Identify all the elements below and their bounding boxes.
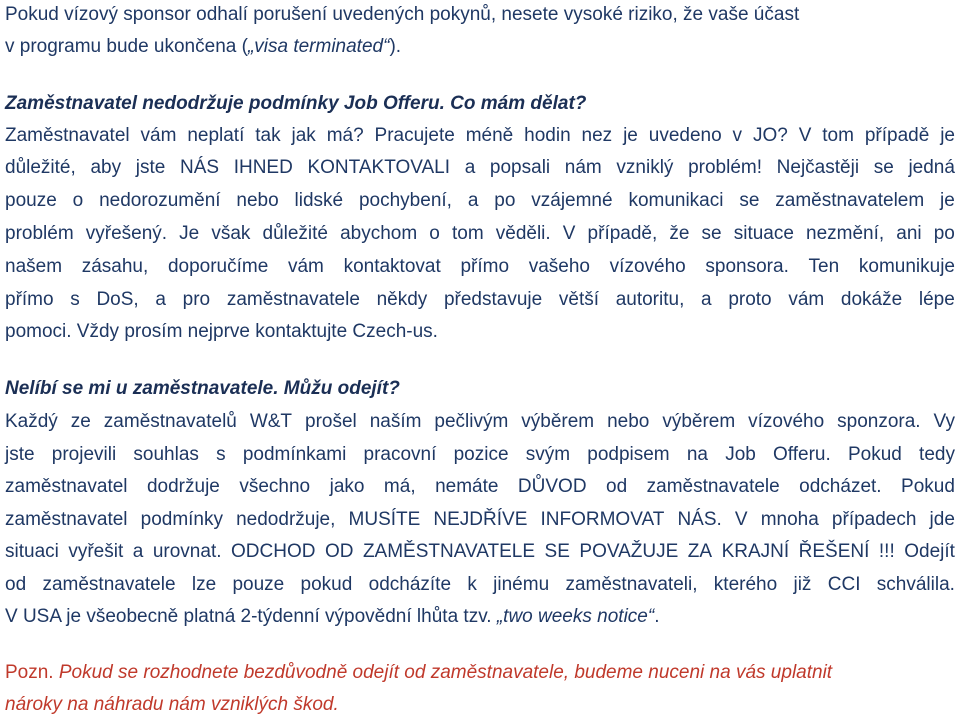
section1-line-2-text-word: IHNED (233, 157, 293, 178)
section2-line-1-text-word: nebo (607, 411, 650, 432)
section1-line-5-text-word: vašeho (528, 256, 590, 277)
visa-terminated-quote: „visa terminated“ (247, 36, 390, 57)
section2-line-4-text-word: zaměstnavatel (5, 509, 128, 530)
section1-line-4-text-word: však (211, 223, 251, 244)
section1-line-5-text-word: komunikuje (858, 256, 955, 277)
section1-line-4-text-word: problém (5, 223, 74, 244)
section2-line-2-text-word: souhlas (133, 444, 199, 465)
section2-line-4-text-word: nedodržuje, (236, 509, 336, 530)
section2-line-3-text-word: DŮVOD (517, 476, 587, 497)
section1-line-3-text-word: vzájemné (531, 190, 613, 211)
section2-line-2-text-word: Pokud (847, 444, 902, 465)
section1-line-1-text-word: má? (326, 125, 364, 146)
section1-line-4 (5, 222, 955, 246)
section2-line-3-text-word: od (606, 476, 628, 497)
section1-line-5-text-word: Ten (808, 256, 840, 277)
section1-line-2-text-word: důležité, (5, 157, 76, 178)
section2-line-6-text-word: zaměstnavateli, (565, 574, 698, 595)
section2-line-4-text-word: NÁS. (677, 509, 722, 530)
section1-line-1-text-word: JO? (752, 125, 788, 146)
section2-line-5-text-word: urovnat. (152, 541, 222, 562)
section2-line-3-text-word: odcházet. (799, 476, 882, 497)
section2-line-1-text-word: naším (369, 411, 422, 432)
section1-line-4-text-word: se (701, 223, 722, 244)
section2-line-4-text-word: případech (831, 509, 917, 530)
section1-heading: Zaměstnavatel nedodržuje podmínky Job Offeru. Co mám dělat? (5, 93, 587, 114)
section2-line-4-text-word: NEJDŘÍVE (433, 509, 528, 530)
section1-line-6 (5, 288, 955, 312)
section2-line-6-text-word: CCI (827, 574, 861, 595)
section2-line-4-text-word: jde (929, 509, 955, 530)
section2-line-5-text-word: Odejít (904, 541, 955, 562)
section2-line-5-text-word: ZAMĚSTNAVATELE (362, 541, 536, 562)
section1-line-3-text-word: se (739, 190, 760, 211)
section1-line-6-text-word: DoS, (96, 289, 139, 310)
section1-line-4-text-word: o (429, 223, 440, 244)
section2-line-7-end: . (654, 606, 660, 627)
section2-line-5-text-word: POVAŽUJE (579, 541, 679, 562)
section2-line-6-text-word: již (793, 574, 812, 595)
section1-line-4-text-word: tom (451, 223, 484, 244)
section2-line-6-text-word: zaměstnavatele (42, 574, 176, 595)
section2-line-3-text-word: dodržuje (146, 476, 220, 497)
note-text: Pokud se rozhodnete bezdůvodně odejít od zaměstnavatele, budeme nuceni na vás uplatnit (53, 662, 833, 683)
section1-line-5-text-word: přímo (460, 256, 510, 277)
section2-heading: Nelíbí se mi u zaměstnavatele. Můžu odejít? (5, 378, 400, 399)
section1-line-4-text-word: že (669, 223, 690, 244)
section1-line-6-text-word: a (701, 289, 712, 310)
section1-line-5 (5, 255, 955, 279)
section2-line-5-text-word: vyřešit (68, 541, 124, 562)
section1-line-3-text-word: pochybení, (358, 190, 452, 211)
section2-line-1-text-word: W&T (249, 411, 293, 432)
note-line-2: nároky na náhradu nám vzniklých škod. (5, 694, 339, 715)
section1-line-2-text-word: se (873, 157, 894, 178)
section1-line-5-text-word: našem (5, 256, 63, 277)
section2-line-4-text-word: V (734, 509, 748, 530)
section1-line-1 (5, 124, 955, 148)
section1-line-4-text-word: po (933, 223, 955, 244)
section1-line-6-text-word: autoritu, (615, 289, 685, 310)
section1-line-4-text-word: situace (733, 223, 794, 244)
section2-line-2-text-word: jste (5, 444, 35, 465)
section1-line-1-text-word: neplatí (187, 125, 245, 146)
section2-line-3-text-word: Pokud (901, 476, 955, 497)
section1-line-5-text-word: kontaktovat (343, 256, 441, 277)
section1-line-6-text-word: dokáže (840, 289, 903, 310)
section1-line-2-text-word: aby (90, 157, 122, 178)
section1-line-4-text-word: V (562, 223, 576, 244)
section2-line-7-text: V USA je všeobecně platná 2-týdenní výpovědní lhůta tzv. (5, 606, 497, 627)
section2-line-5-text-word: a (132, 541, 144, 562)
section1-line-3-text-word: o (72, 190, 84, 211)
section2-line-6 (5, 573, 955, 597)
section2-line-2-text-word: pracovní (363, 444, 437, 465)
section1-line-6-text-word: a (155, 289, 166, 310)
section1-line-1-text-word: méně (465, 125, 514, 146)
section1-line-3-text-word: pouze (5, 190, 57, 211)
section1-line-2-text-word: nám (564, 157, 602, 178)
section2-line-7 (5, 605, 659, 629)
section2-line-6-text-word: jinému (493, 574, 550, 595)
intro-line-2 (5, 35, 401, 59)
section2-line-2-text-word: s (216, 444, 226, 465)
section2-line-2-text-word: Offeru. (773, 444, 831, 465)
intro-line-1: Pokud vízový sponsor odhalí porušení uvedených pokynů, nesete vysoké riziko, že vaše účast (5, 4, 800, 25)
section1-line-1-text-word: nez (581, 125, 613, 146)
section2-line-3 (5, 475, 955, 499)
section1-line-5-text-word: vám (287, 256, 324, 277)
section2-line-5-text-word: KRAJNÍ (721, 541, 790, 562)
section2-line-5-text-word: !!! (878, 541, 895, 562)
section2-line-5-text-word: ZA (687, 541, 713, 562)
section1-line-7: pomoci. Vždy prosím nejprve kontaktujte Czech-us. (5, 321, 438, 342)
section1-line-2 (5, 156, 955, 180)
section1-line-2-text-word: NÁS (179, 157, 220, 178)
section1-line-2-text-word: problém! (688, 157, 763, 178)
section1-line-4-text-word: Je (179, 223, 200, 244)
section1-line-1-text-word: vám (140, 125, 177, 146)
section1-line-5-text-word: doporučíme (167, 256, 269, 277)
section1-line-6-text-word: zaměstnavatele (226, 289, 360, 310)
section1-line-3-text-word: komunikaci (628, 190, 724, 211)
section1-line-5-text-word: zásahu, (81, 256, 149, 277)
section1-line-5-text-word: vízového (609, 256, 686, 277)
section1-line-1-text-word: tak (255, 125, 281, 146)
section2-line-4-text-word: mnoha (760, 509, 819, 530)
section2-line-2-text-word: svým (525, 444, 571, 465)
section2-line-6-text-word: schválila. (876, 574, 955, 595)
section2-line-6-text-word: kterého (713, 574, 778, 595)
intro-text-a: v programu bude ukončena ( (5, 36, 248, 57)
section1-line-6-text-word: někdy (376, 289, 428, 310)
section1-line-6-text-word: proto (728, 289, 772, 310)
section2-line-3-text-word: nemáte (435, 476, 499, 497)
section1-line-6-text-word: s (70, 289, 80, 310)
section2-line-6-text-word: k (467, 574, 477, 595)
section1-line-1-text-word: Zaměstnavatel (5, 125, 130, 146)
section1-line-1-text-word: v (732, 125, 743, 146)
section1-line-4-text-word: věděli. (495, 223, 551, 244)
section2-line-6-text-word: od (5, 574, 27, 595)
section1-line-1-text-word: Pracujete (374, 125, 455, 146)
section1-line-3-text-word: nebo (236, 190, 279, 211)
section1-line-2-text-word: a (464, 157, 476, 178)
section2-line-4-text-word: podmínky (140, 509, 223, 530)
section2-line-4-text-word: MUSÍTE (348, 509, 421, 530)
section2-line-2-text-word: pozice (453, 444, 509, 465)
section1-line-4-text-word: nezmění, (806, 223, 885, 244)
section2-line-1-text-word: vízového (748, 411, 825, 432)
section2-line-6-text-word: odcházíte (368, 574, 452, 595)
section1-line-3-text-word: lidské (294, 190, 344, 211)
section1-line-1-text-word: V (798, 125, 812, 146)
section1-line-4-text-word: důležité (262, 223, 328, 244)
section2-line-4-text-word: INFORMOVAT (540, 509, 665, 530)
section2-line-6-text-word: pokud (300, 574, 353, 595)
section1-line-1-text-word: případě (864, 125, 930, 146)
section1-line-6-text-word: větší (558, 289, 600, 310)
section1-line-3-text-word: nedorozumění (99, 190, 221, 211)
section1-line-2-text-word: jedná (908, 157, 955, 178)
section1-line-4-text-word: vyřešený. (85, 223, 168, 244)
section2-line-1-text-word: Vy (933, 411, 955, 432)
section1-line-4-text-word: případě, (587, 223, 658, 244)
intro-text-c: ). (389, 36, 402, 57)
section1-line-3-text-word: je (940, 190, 955, 211)
section2-line-1-text-word: prošel (305, 411, 357, 432)
section2-line-6-text-word: lze (191, 574, 217, 595)
section1-line-1-text-word: je (940, 125, 955, 146)
section2-line-5-text-word: SE (544, 541, 570, 562)
section2-line-1 (5, 410, 955, 434)
section1-line-3-text-word: po (494, 190, 516, 211)
section1-line-6-text-word: představuje (443, 289, 543, 310)
section1-line-3-text-word: zaměstnavatelem (775, 190, 925, 211)
section2-line-1-text-word: ze (70, 411, 91, 432)
two-weeks-notice-quote: „two weeks notice“ (496, 606, 655, 627)
section1-line-2-text-word: KONTAKTOVALI (307, 157, 451, 178)
section2-line-1-text-word: výběrem (662, 411, 736, 432)
section2-line-2 (5, 443, 955, 467)
section1-line-1-text-word: jak (291, 125, 316, 146)
section1-line-4-text-word: abychom (340, 223, 418, 244)
section2-line-2-text-word: podmínkami (242, 444, 347, 465)
section1-line-6-text-word: přímo (5, 289, 54, 310)
section1-line-1-text-word: hodin (524, 125, 571, 146)
section1-line-1-text-word: tom (822, 125, 854, 146)
section2-line-5-text-word: situaci (5, 541, 59, 562)
section2-line-2-text-word: na (686, 444, 708, 465)
section1-line-6-text-word: pro (182, 289, 211, 310)
section2-line-1-text-word: sponzora. (837, 411, 921, 432)
section2-line-1-text-word: zaměstnavatelů (103, 411, 237, 432)
section1-line-2-text-word: vzniklý (616, 157, 674, 178)
section1-line-1-text-word: uvedeno (648, 125, 722, 146)
section1-line-6-text-word: vám (788, 289, 825, 310)
section2-line-3-text-word: jako (329, 476, 365, 497)
section2-line-2-text-word: tedy (919, 444, 955, 465)
section2-line-3-text-word: má, (383, 476, 416, 497)
section2-line-5-text-word: OD (324, 541, 354, 562)
section2-line-3-text-word: zaměstnavatele (646, 476, 780, 497)
section2-line-2-text-word: Job (725, 444, 756, 465)
section1-line-2-text-word: popsali (489, 157, 551, 178)
section2-line-3-text-word: všechno (239, 476, 311, 497)
section1-line-3-text-word: a (467, 190, 479, 211)
section1-line-6-text-word: lépe (918, 289, 955, 310)
section1-line-5-text-word: sponsora. (705, 256, 789, 277)
section1-line-3 (5, 189, 955, 213)
section2-line-5 (5, 540, 955, 564)
section2-line-5-text-word: ŘEŠENÍ (798, 541, 870, 562)
section2-line-4 (5, 508, 955, 532)
section2-line-2-text-word: projevili (51, 444, 117, 465)
section2-line-1-text-word: výběrem (521, 411, 595, 432)
section2-line-5-text-word: ODCHOD (231, 541, 316, 562)
note-label: Pozn. (5, 662, 54, 683)
section2-line-3-text-word: zaměstnavatel (5, 476, 128, 497)
section2-line-1-text-word: Každý (5, 411, 58, 432)
section1-line-1-text-word: je (623, 125, 638, 146)
section2-line-6-text-word: pouze (232, 574, 285, 595)
section2-line-2-text-word: podpisem (587, 444, 670, 465)
section1-line-2-text-word: jste (135, 157, 166, 178)
section2-line-1-text-word: pečlivým (434, 411, 509, 432)
note-line-1 (5, 661, 832, 685)
section1-line-2-text-word: Nejčastěji (776, 157, 860, 178)
section1-line-4-text-word: ani (896, 223, 922, 244)
